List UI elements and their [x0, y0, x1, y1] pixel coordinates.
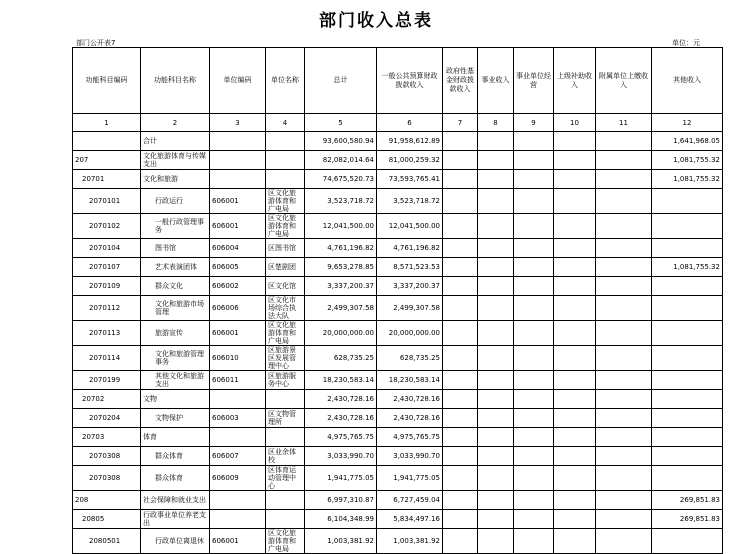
- header-row: [73, 48, 723, 114]
- other-income-cell: 1,081,755.32: [652, 151, 723, 170]
- operation-income-cell: [514, 491, 554, 510]
- fund-cell: [443, 277, 478, 296]
- fund-cell: [443, 466, 478, 491]
- other-income-cell: [652, 428, 723, 447]
- general-budget-cell: 12,041,500.00: [377, 214, 443, 239]
- total-cell: 9,653,278.85: [305, 258, 377, 277]
- fund-cell: [443, 491, 478, 510]
- index-cell: 3: [210, 114, 266, 132]
- table-number: 部门公开表7: [76, 39, 116, 47]
- operation-income-cell: [514, 151, 554, 170]
- subordinate-income-cell: [596, 170, 652, 189]
- unit-code-cell: 606001: [210, 321, 266, 346]
- table-row: [73, 189, 723, 214]
- table-row: [73, 151, 723, 170]
- name-cell: 行政运行: [141, 189, 210, 214]
- superior-subsidy-cell: [554, 529, 596, 554]
- operation-income-cell: [514, 258, 554, 277]
- other-income-cell: [652, 239, 723, 258]
- operation-income-cell: [514, 371, 554, 390]
- operation-income-cell: [514, 239, 554, 258]
- other-income-cell: [652, 390, 723, 409]
- subordinate-income-cell: [596, 390, 652, 409]
- superior-subsidy-cell: [554, 296, 596, 321]
- general-budget-cell: 3,523,718.72: [377, 189, 443, 214]
- subordinate-income-cell: [596, 189, 652, 214]
- operation-income-cell: [514, 447, 554, 466]
- total-cell: 93,600,580.94: [305, 132, 377, 151]
- page-title: 部门收入总表: [319, 11, 433, 31]
- fund-cell: [443, 447, 478, 466]
- unit-name-cell: [266, 390, 305, 409]
- superior-subsidy-cell: [554, 491, 596, 510]
- unit-name-cell: 区文化旅游体育和广电局: [266, 529, 305, 554]
- unit-name-cell: 区文化市场综合执法大队: [266, 296, 305, 321]
- operation-income-cell: [514, 428, 554, 447]
- other-income-cell: 269,851.83: [652, 491, 723, 510]
- unit-code-cell: 606009: [210, 466, 266, 491]
- code-cell: 2070204: [73, 409, 141, 428]
- name-cell: 旅游宣传: [141, 321, 210, 346]
- business-income-cell: [478, 277, 514, 296]
- code-cell: 2070101: [73, 189, 141, 214]
- business-income-cell: [478, 321, 514, 346]
- subordinate-income-cell: [596, 510, 652, 529]
- fund-cell: [443, 189, 478, 214]
- fund-cell: [443, 239, 478, 258]
- name-cell: 文化和旅游管理事务: [141, 346, 210, 371]
- index-cell: 10: [554, 114, 596, 132]
- subordinate-income-cell: [596, 321, 652, 346]
- table-row: [73, 277, 723, 296]
- code-cell: 2070112: [73, 296, 141, 321]
- other-income-cell: 1,641,968.05: [652, 132, 723, 151]
- name-cell: 一般行政管理事务: [141, 214, 210, 239]
- subordinate-income-cell: [596, 447, 652, 466]
- header-cell: 功能科目名称: [141, 48, 210, 114]
- name-cell: 文物: [141, 390, 210, 409]
- total-cell: 3,033,990.70: [305, 447, 377, 466]
- header-cell: 功能科目编码: [73, 48, 141, 114]
- superior-subsidy-cell: [554, 214, 596, 239]
- business-income-cell: [478, 346, 514, 371]
- table-row: [73, 346, 723, 371]
- unit-name-cell: 区体育运动管理中心: [266, 466, 305, 491]
- business-income-cell: [478, 428, 514, 447]
- code-cell: 2070107: [73, 258, 141, 277]
- table-row: [73, 214, 723, 239]
- other-income-cell: 269,851.83: [652, 510, 723, 529]
- unit-name-cell: [266, 151, 305, 170]
- other-income-cell: [652, 371, 723, 390]
- unit-name-cell: [266, 428, 305, 447]
- superior-subsidy-cell: [554, 409, 596, 428]
- code-cell: 20703: [73, 428, 141, 447]
- index-cell: 8: [478, 114, 514, 132]
- table-body: [73, 132, 723, 554]
- code-cell: 2070308: [73, 447, 141, 466]
- subordinate-income-cell: [596, 132, 652, 151]
- unit-code-cell: [210, 510, 266, 529]
- table-row: [73, 447, 723, 466]
- unit-code-cell: 606001: [210, 189, 266, 214]
- table-row: [73, 466, 723, 491]
- unit-name-cell: [266, 491, 305, 510]
- total-cell: 628,735.25: [305, 346, 377, 371]
- unit-name-cell: 区旅游景区发展管理中心: [266, 346, 305, 371]
- general-budget-cell: 91,958,612.89: [377, 132, 443, 151]
- table-row: [73, 371, 723, 390]
- unit-name-cell: 区楚剧团: [266, 258, 305, 277]
- operation-income-cell: [514, 466, 554, 491]
- total-cell: 18,230,583.14: [305, 371, 377, 390]
- subordinate-income-cell: [596, 529, 652, 554]
- general-budget-cell: 1,003,381.92: [377, 529, 443, 554]
- business-income-cell: [478, 409, 514, 428]
- index-cell: 1: [73, 114, 141, 132]
- general-budget-cell: 8,571,523.53: [377, 258, 443, 277]
- header-cell: 政府性基金财政拨款收入: [443, 48, 478, 114]
- general-budget-cell: 73,593,765.41: [377, 170, 443, 189]
- superior-subsidy-cell: [554, 510, 596, 529]
- fund-cell: [443, 296, 478, 321]
- header-cell: 单位编码: [210, 48, 266, 114]
- general-budget-cell: 2,430,728.16: [377, 409, 443, 428]
- superior-subsidy-cell: [554, 132, 596, 151]
- unit-code-cell: [210, 132, 266, 151]
- unit-name-cell: 区文化旅游体育和广电局: [266, 214, 305, 239]
- total-cell: 12,041,500.00: [305, 214, 377, 239]
- index-cell: 4: [266, 114, 305, 132]
- fund-cell: [443, 258, 478, 277]
- unit-name-cell: 区文化馆: [266, 277, 305, 296]
- unit-code-cell: [210, 151, 266, 170]
- fund-cell: [443, 151, 478, 170]
- table-row: [73, 428, 723, 447]
- name-cell: 体育: [141, 428, 210, 447]
- header-cell: 附属单位上缴收入: [596, 48, 652, 114]
- superior-subsidy-cell: [554, 390, 596, 409]
- code-cell: 2070102: [73, 214, 141, 239]
- superior-subsidy-cell: [554, 447, 596, 466]
- index-cell: 5: [305, 114, 377, 132]
- table-row: [73, 132, 723, 151]
- total-cell: 6,997,310.87: [305, 491, 377, 510]
- superior-subsidy-cell: [554, 151, 596, 170]
- business-income-cell: [478, 151, 514, 170]
- table-row: [73, 321, 723, 346]
- general-budget-cell: 2,430,728.16: [377, 390, 443, 409]
- fund-cell: [443, 409, 478, 428]
- name-cell: 文化和旅游: [141, 170, 210, 189]
- general-budget-cell: 4,761,196.82: [377, 239, 443, 258]
- fund-cell: [443, 510, 478, 529]
- total-cell: 74,675,520.73: [305, 170, 377, 189]
- unit-code-cell: 606007: [210, 447, 266, 466]
- operation-income-cell: [514, 321, 554, 346]
- total-cell: 6,104,348.99: [305, 510, 377, 529]
- other-income-cell: [652, 277, 723, 296]
- operation-income-cell: [514, 214, 554, 239]
- operation-income-cell: [514, 296, 554, 321]
- superior-subsidy-cell: [554, 371, 596, 390]
- subordinate-income-cell: [596, 258, 652, 277]
- name-cell: 文化和旅游市场管理: [141, 296, 210, 321]
- superior-subsidy-cell: [554, 321, 596, 346]
- business-income-cell: [478, 296, 514, 321]
- subordinate-income-cell: [596, 151, 652, 170]
- unit-name-cell: 区文物管理所: [266, 409, 305, 428]
- code-cell: 20805: [73, 510, 141, 529]
- header-cell: 其他收入: [652, 48, 723, 114]
- unit-label: 单位：元: [672, 39, 700, 47]
- general-budget-cell: 3,033,990.70: [377, 447, 443, 466]
- business-income-cell: [478, 529, 514, 554]
- code-cell: 2070308: [73, 466, 141, 491]
- subordinate-income-cell: [596, 239, 652, 258]
- unit-name-cell: 区旅游服务中心: [266, 371, 305, 390]
- fund-cell: [443, 529, 478, 554]
- subordinate-income-cell: [596, 371, 652, 390]
- code-cell: 2070104: [73, 239, 141, 258]
- index-cell: 6: [377, 114, 443, 132]
- header-cell: 事业收入: [478, 48, 514, 114]
- fund-cell: [443, 428, 478, 447]
- operation-income-cell: [514, 189, 554, 214]
- unit-name-cell: [266, 170, 305, 189]
- name-cell: 行政事业单位养老支出: [141, 510, 210, 529]
- code-cell: 208: [73, 491, 141, 510]
- unit-code-cell: 606001: [210, 214, 266, 239]
- business-income-cell: [478, 491, 514, 510]
- total-cell: 2,430,728.16: [305, 390, 377, 409]
- subordinate-income-cell: [596, 214, 652, 239]
- table-row: [73, 239, 723, 258]
- header-cell: 事业单位经营: [514, 48, 554, 114]
- code-cell: 20702: [73, 390, 141, 409]
- name-cell: 艺术表演团体: [141, 258, 210, 277]
- name-cell: 群众体育: [141, 466, 210, 491]
- operation-income-cell: [514, 409, 554, 428]
- name-cell: 社会保障和就业支出: [141, 491, 210, 510]
- other-income-cell: 1,081,755.32: [652, 258, 723, 277]
- total-cell: 1,941,775.05: [305, 466, 377, 491]
- unit-code-cell: 606005: [210, 258, 266, 277]
- subordinate-income-cell: [596, 466, 652, 491]
- operation-income-cell: [514, 132, 554, 151]
- header-cell: 一般公共预算财政拨款收入: [377, 48, 443, 114]
- other-income-cell: [652, 409, 723, 428]
- other-income-cell: [652, 447, 723, 466]
- name-cell: 其他文化和旅游支出: [141, 371, 210, 390]
- header-cell: 单位名称: [266, 48, 305, 114]
- operation-income-cell: [514, 170, 554, 189]
- code-cell: 2070109: [73, 277, 141, 296]
- table-row: [73, 409, 723, 428]
- index-cell: 12: [652, 114, 723, 132]
- fund-cell: [443, 214, 478, 239]
- total-cell: 2,430,728.16: [305, 409, 377, 428]
- code-cell: [73, 132, 141, 151]
- other-income-cell: [652, 189, 723, 214]
- other-income-cell: [652, 346, 723, 371]
- general-budget-cell: 4,975,765.75: [377, 428, 443, 447]
- business-income-cell: [478, 132, 514, 151]
- code-cell: 2070199: [73, 371, 141, 390]
- general-budget-cell: 3,337,200.37: [377, 277, 443, 296]
- subordinate-income-cell: [596, 277, 652, 296]
- other-income-cell: [652, 321, 723, 346]
- name-cell: 图书馆: [141, 239, 210, 258]
- subordinate-income-cell: [596, 409, 652, 428]
- income-table: [72, 47, 723, 554]
- unit-code-cell: 606001: [210, 529, 266, 554]
- unit-code-cell: 606004: [210, 239, 266, 258]
- table-row: [73, 491, 723, 510]
- general-budget-cell: 5,834,497.16: [377, 510, 443, 529]
- fund-cell: [443, 170, 478, 189]
- table-row: [73, 510, 723, 529]
- total-cell: 4,761,196.82: [305, 239, 377, 258]
- table-row: [73, 170, 723, 189]
- superior-subsidy-cell: [554, 346, 596, 371]
- unit-code-cell: [210, 428, 266, 447]
- superior-subsidy-cell: [554, 428, 596, 447]
- business-income-cell: [478, 390, 514, 409]
- unit-code-cell: [210, 170, 266, 189]
- total-cell: 2,499,307.58: [305, 296, 377, 321]
- business-income-cell: [478, 371, 514, 390]
- fund-cell: [443, 371, 478, 390]
- index-cell: 9: [514, 114, 554, 132]
- header-cell: 总计: [305, 48, 377, 114]
- table-row: [73, 529, 723, 554]
- code-cell: 2070113: [73, 321, 141, 346]
- other-income-cell: 1,081,755.32: [652, 170, 723, 189]
- business-income-cell: [478, 239, 514, 258]
- business-income-cell: [478, 510, 514, 529]
- subordinate-income-cell: [596, 296, 652, 321]
- unit-code-cell: 606006: [210, 296, 266, 321]
- name-cell: 文物保护: [141, 409, 210, 428]
- column-index-row: [73, 114, 723, 132]
- name-cell: 合计: [141, 132, 210, 151]
- unit-name-cell: 区文化旅游体育和广电局: [266, 321, 305, 346]
- business-income-cell: [478, 447, 514, 466]
- table-row: [73, 390, 723, 409]
- other-income-cell: [652, 296, 723, 321]
- superior-subsidy-cell: [554, 170, 596, 189]
- superior-subsidy-cell: [554, 258, 596, 277]
- index-cell: 11: [596, 114, 652, 132]
- business-income-cell: [478, 214, 514, 239]
- name-cell: 行政单位离退休: [141, 529, 210, 554]
- code-cell: 207: [73, 151, 141, 170]
- business-income-cell: [478, 466, 514, 491]
- header-cell: 上级补助收入: [554, 48, 596, 114]
- other-income-cell: [652, 529, 723, 554]
- table-row: [73, 258, 723, 277]
- other-income-cell: [652, 214, 723, 239]
- unit-code-cell: [210, 390, 266, 409]
- index-cell: 2: [141, 114, 210, 132]
- fund-cell: [443, 346, 478, 371]
- unit-name-cell: 区业余体校: [266, 447, 305, 466]
- total-cell: 20,000,000.00: [305, 321, 377, 346]
- name-cell: 群众文化: [141, 277, 210, 296]
- superior-subsidy-cell: [554, 189, 596, 214]
- operation-income-cell: [514, 277, 554, 296]
- general-budget-cell: 6,727,459.04: [377, 491, 443, 510]
- subordinate-income-cell: [596, 491, 652, 510]
- business-income-cell: [478, 170, 514, 189]
- business-income-cell: [478, 258, 514, 277]
- general-budget-cell: 1,941,775.05: [377, 466, 443, 491]
- unit-code-cell: 606002: [210, 277, 266, 296]
- business-income-cell: [478, 189, 514, 214]
- operation-income-cell: [514, 510, 554, 529]
- name-cell: 群众体育: [141, 447, 210, 466]
- unit-name-cell: 区图书馆: [266, 239, 305, 258]
- general-budget-cell: 628,735.25: [377, 346, 443, 371]
- operation-income-cell: [514, 529, 554, 554]
- total-cell: 4,975,765.75: [305, 428, 377, 447]
- general-budget-cell: 20,000,000.00: [377, 321, 443, 346]
- operation-income-cell: [514, 390, 554, 409]
- fund-cell: [443, 321, 478, 346]
- code-cell: 2080501: [73, 529, 141, 554]
- unit-name-cell: [266, 510, 305, 529]
- index-cell: 7: [443, 114, 478, 132]
- fund-cell: [443, 132, 478, 151]
- other-income-cell: [652, 466, 723, 491]
- general-budget-cell: 18,230,583.14: [377, 371, 443, 390]
- superior-subsidy-cell: [554, 277, 596, 296]
- subordinate-income-cell: [596, 428, 652, 447]
- superior-subsidy-cell: [554, 466, 596, 491]
- subordinate-income-cell: [596, 346, 652, 371]
- operation-income-cell: [514, 346, 554, 371]
- code-cell: 2070114: [73, 346, 141, 371]
- superior-subsidy-cell: [554, 239, 596, 258]
- code-cell: 20701: [73, 170, 141, 189]
- unit-code-cell: [210, 491, 266, 510]
- unit-code-cell: 606010: [210, 346, 266, 371]
- name-cell: 文化旅游体育与传媒支出: [141, 151, 210, 170]
- general-budget-cell: 2,499,307.58: [377, 296, 443, 321]
- unit-code-cell: 606003: [210, 409, 266, 428]
- general-budget-cell: 81,000,259.32: [377, 151, 443, 170]
- unit-name-cell: 区文化旅游体育和广电局: [266, 189, 305, 214]
- total-cell: 1,003,381.92: [305, 529, 377, 554]
- total-cell: 82,082,014.64: [305, 151, 377, 170]
- unit-name-cell: [266, 132, 305, 151]
- fund-cell: [443, 390, 478, 409]
- table-row: [73, 296, 723, 321]
- unit-code-cell: 606011: [210, 371, 266, 390]
- total-cell: 3,337,200.37: [305, 277, 377, 296]
- total-cell: 3,523,718.72: [305, 189, 377, 214]
